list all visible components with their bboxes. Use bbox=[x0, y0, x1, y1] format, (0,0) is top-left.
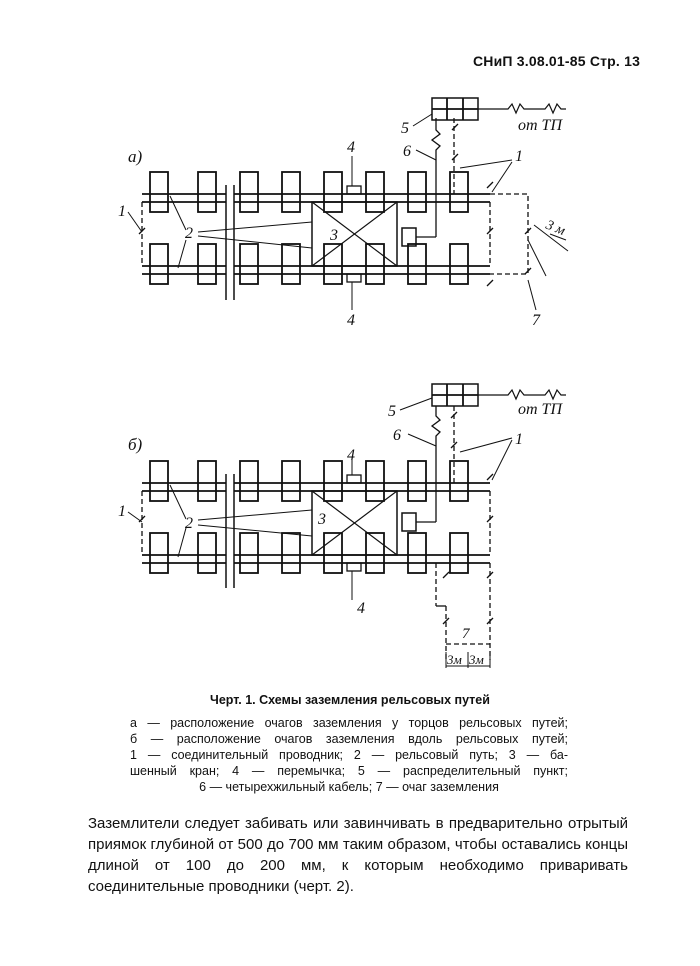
sleeper bbox=[198, 172, 216, 212]
callout-4-top: 4 bbox=[347, 139, 355, 156]
figure-b-label: б) bbox=[128, 435, 143, 454]
sleeper bbox=[408, 461, 426, 501]
sleeper bbox=[408, 244, 426, 284]
sleeper bbox=[408, 172, 426, 212]
sleeper bbox=[282, 461, 300, 501]
figure-a-label: а) bbox=[128, 147, 143, 166]
sleeper bbox=[240, 172, 258, 212]
figure-caption: Черт. 1. Схемы заземления рельсовых путей bbox=[210, 693, 490, 707]
page-header: СНиП 3.08.01-85 Стр. 13 bbox=[473, 53, 641, 69]
sleeper bbox=[150, 533, 168, 573]
sleeper bbox=[450, 533, 468, 573]
callout-4-bottom: 4 bbox=[357, 600, 365, 617]
callout-4-top: 4 bbox=[347, 447, 355, 464]
sleeper bbox=[366, 461, 384, 501]
legend-line: б — расположение очагов заземления вдоль рельсовых путей; bbox=[130, 732, 568, 746]
callout-2: 2 bbox=[185, 515, 193, 532]
sleeper bbox=[450, 244, 468, 284]
figure-a-sleepers bbox=[150, 172, 468, 284]
legend-line: 1 — соединительный проводник; 2 — рельсовый путь; 3 — ба- bbox=[130, 748, 568, 762]
sleeper bbox=[150, 172, 168, 212]
callout-6: 6 bbox=[403, 143, 411, 160]
sleeper bbox=[282, 172, 300, 212]
figure-b-dim-left: 3м bbox=[447, 652, 462, 667]
callout-5: 5 bbox=[388, 403, 396, 420]
callout-1-right: 1 bbox=[515, 148, 523, 165]
sleeper bbox=[198, 533, 216, 573]
callout-7: 7 bbox=[462, 626, 470, 642]
sleeper bbox=[324, 461, 342, 501]
sleeper bbox=[450, 461, 468, 501]
callout-5: 5 bbox=[401, 120, 409, 137]
figure-b-dim-right: 3м bbox=[469, 652, 484, 667]
legend-line: 6 — четырехжильный кабель; 7 — очаг заземления bbox=[199, 780, 499, 794]
legend-line: шенный кран; 4 — перемычка; 5 — распределительный пункт; bbox=[130, 764, 568, 778]
sleeper bbox=[150, 461, 168, 501]
figure-b bbox=[128, 384, 566, 668]
sleeper bbox=[240, 244, 258, 284]
figure-b-sleepers bbox=[150, 461, 468, 573]
figure-legend bbox=[130, 715, 568, 795]
callout-2: 2 bbox=[185, 225, 193, 242]
sleeper bbox=[282, 533, 300, 573]
callout-1: 1 bbox=[118, 203, 126, 220]
sleeper bbox=[282, 244, 300, 284]
callout-3: 3 bbox=[318, 511, 326, 528]
sleeper bbox=[366, 172, 384, 212]
figure-b-from-tp: от ТП bbox=[518, 401, 563, 418]
callout-4-bottom: 4 bbox=[347, 312, 355, 329]
callout-1-right: 1 bbox=[515, 431, 523, 448]
sleeper bbox=[324, 172, 342, 212]
figure-a-dimension: 3 м bbox=[543, 217, 568, 239]
figure-a-from-tp: от ТП bbox=[518, 117, 563, 134]
body-paragraph: Заземлители следует забивать или завинчивать в предварительно отрытый приямок глубиной от 500 до 700 мм таким образом, чтобы оставались концы длиной от 100 до 200 мм, к которым необходимо приваривать соединительные проводники (черт. 2). bbox=[88, 815, 628, 895]
sleeper bbox=[240, 461, 258, 501]
sleeper bbox=[450, 172, 468, 212]
sleeper bbox=[198, 244, 216, 284]
callout-6: 6 bbox=[393, 427, 401, 444]
legend-line: а — расположение очагов заземления у торцов рельсовых путей; bbox=[130, 716, 568, 730]
sleeper bbox=[408, 533, 426, 573]
sleeper bbox=[198, 461, 216, 501]
callout-3: 3 bbox=[330, 227, 338, 244]
sleeper bbox=[150, 244, 168, 284]
figure-a bbox=[128, 98, 568, 310]
sleeper bbox=[240, 533, 258, 573]
callout-7: 7 bbox=[532, 312, 540, 329]
callout-1: 1 bbox=[118, 503, 126, 520]
